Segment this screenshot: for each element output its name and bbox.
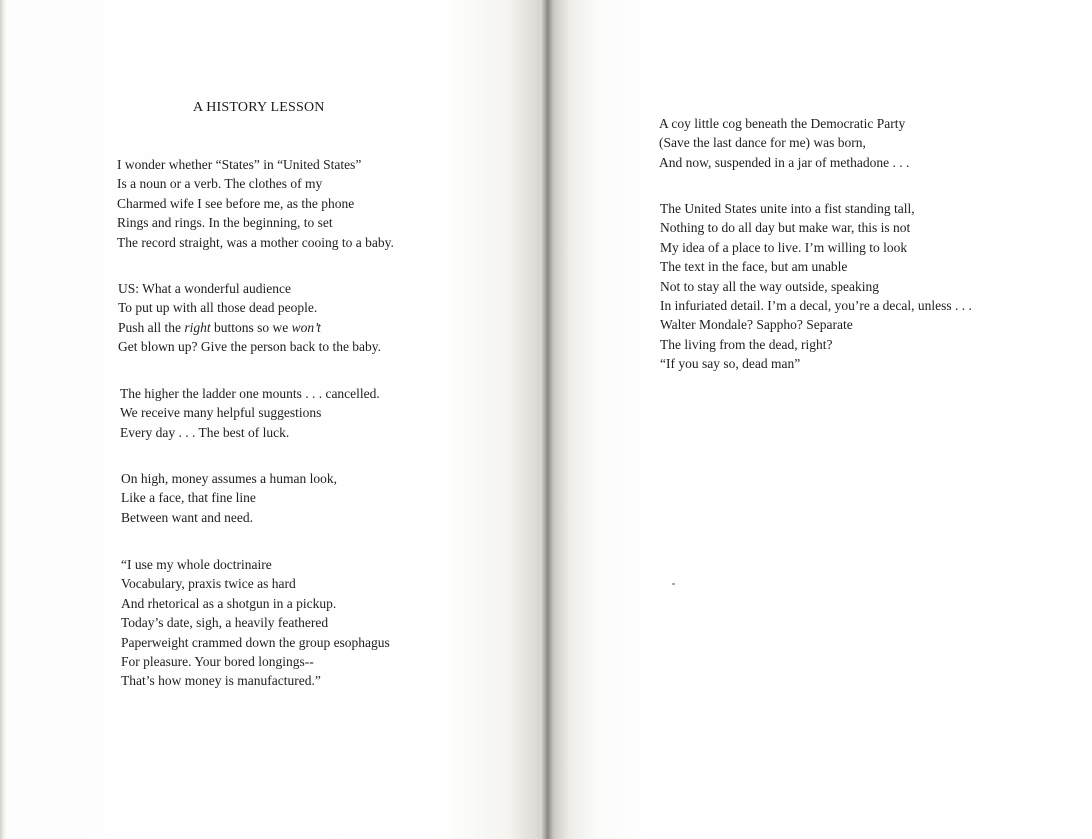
- poem-line: And rhetorical as a shotgun in a pickup.: [121, 595, 337, 611]
- line-segment: buttons so we: [210, 319, 292, 335]
- poem-line: The living from the dead, right?: [660, 336, 833, 352]
- poem-line: Like a face, that fine line: [121, 490, 256, 506]
- poem-line: Charmed wife I see before me, as the phone: [117, 195, 355, 211]
- right-page: [548, 0, 1092, 839]
- poem-line: Nothing to do all day but make war, this is not: [660, 220, 911, 236]
- italic-word: right: [184, 319, 211, 335]
- poem-line: Today’s date, sigh, a heavily feathered: [121, 615, 329, 631]
- page-edge: [0, 0, 7, 839]
- poem-line: For pleasure. Your bored longings--: [121, 653, 314, 669]
- stanza-7: [660, 199, 972, 374]
- poem-line: Between want and need.: [121, 509, 253, 525]
- book-gutter: [540, 0, 554, 839]
- poem-line: On high, money assumes a human look,: [121, 471, 337, 486]
- poem-line: Paperweight crammed down the group esophagus: [121, 634, 390, 650]
- poem-line: The text in the face, but am unable: [660, 259, 848, 275]
- poem-line: We receive many helpful suggestions: [120, 405, 322, 421]
- poem-line: Rings and rings. In the beginning, to set: [117, 215, 333, 231]
- stanza-5: [121, 555, 390, 691]
- poem-line: Is a noun or a verb. The clothes of my: [117, 176, 323, 192]
- poem-line: That’s how money is manufactured.”: [121, 673, 321, 689]
- poem-line: The record straight, was a mother cooing to a baby.: [117, 234, 394, 250]
- stanza-6: [659, 114, 909, 172]
- poem-line: “I use my whole doctrinaire: [121, 557, 272, 572]
- poem-line: In infuriated detail. I’m a decal, you’re a decal, unless . . .: [660, 297, 972, 313]
- stanza-1: [117, 155, 394, 252]
- poem-line: Vocabulary, praxis twice as hard: [121, 576, 296, 592]
- italic-word: won’t: [291, 319, 321, 335]
- poem-line: A coy little cog beneath the Democratic Party: [659, 116, 906, 131]
- poem-line: US: What a wonderful audience: [118, 281, 291, 296]
- poem-line: “If you say so, dead man”: [660, 356, 801, 372]
- poem-line: And now, suspended in a jar of methadone . . .: [659, 154, 910, 170]
- stanza-2: [118, 279, 381, 357]
- poem-line: Walter Mondale? Sappho? Separate: [660, 317, 853, 333]
- paper-speck: [672, 583, 675, 585]
- line-segment: Push all the: [118, 319, 185, 335]
- poem-line: Get blown up? Give the person back to the baby.: [118, 339, 382, 355]
- poem-line: (Save the last dance for me) was born,: [659, 135, 866, 151]
- stanza-4: [121, 469, 337, 527]
- poem-line: To put up with all those dead people.: [118, 300, 318, 316]
- poem-line-with-italics: [118, 318, 381, 337]
- stanza-3: [120, 384, 380, 442]
- poem-title: A HISTORY LESSON: [193, 100, 325, 115]
- poem-line: My idea of a place to live. I’m willing to look: [660, 239, 908, 255]
- poem-line: The United States unite into a fist standing tall,: [660, 201, 915, 216]
- poem-line: I wonder whether “States” in “United States”: [117, 157, 362, 172]
- poem-line: Not to stay all the way outside, speaking: [660, 278, 879, 294]
- poem-line: Every day . . . The best of luck.: [120, 424, 290, 440]
- poem-line: The higher the ladder one mounts . . . cancelled.: [120, 386, 380, 401]
